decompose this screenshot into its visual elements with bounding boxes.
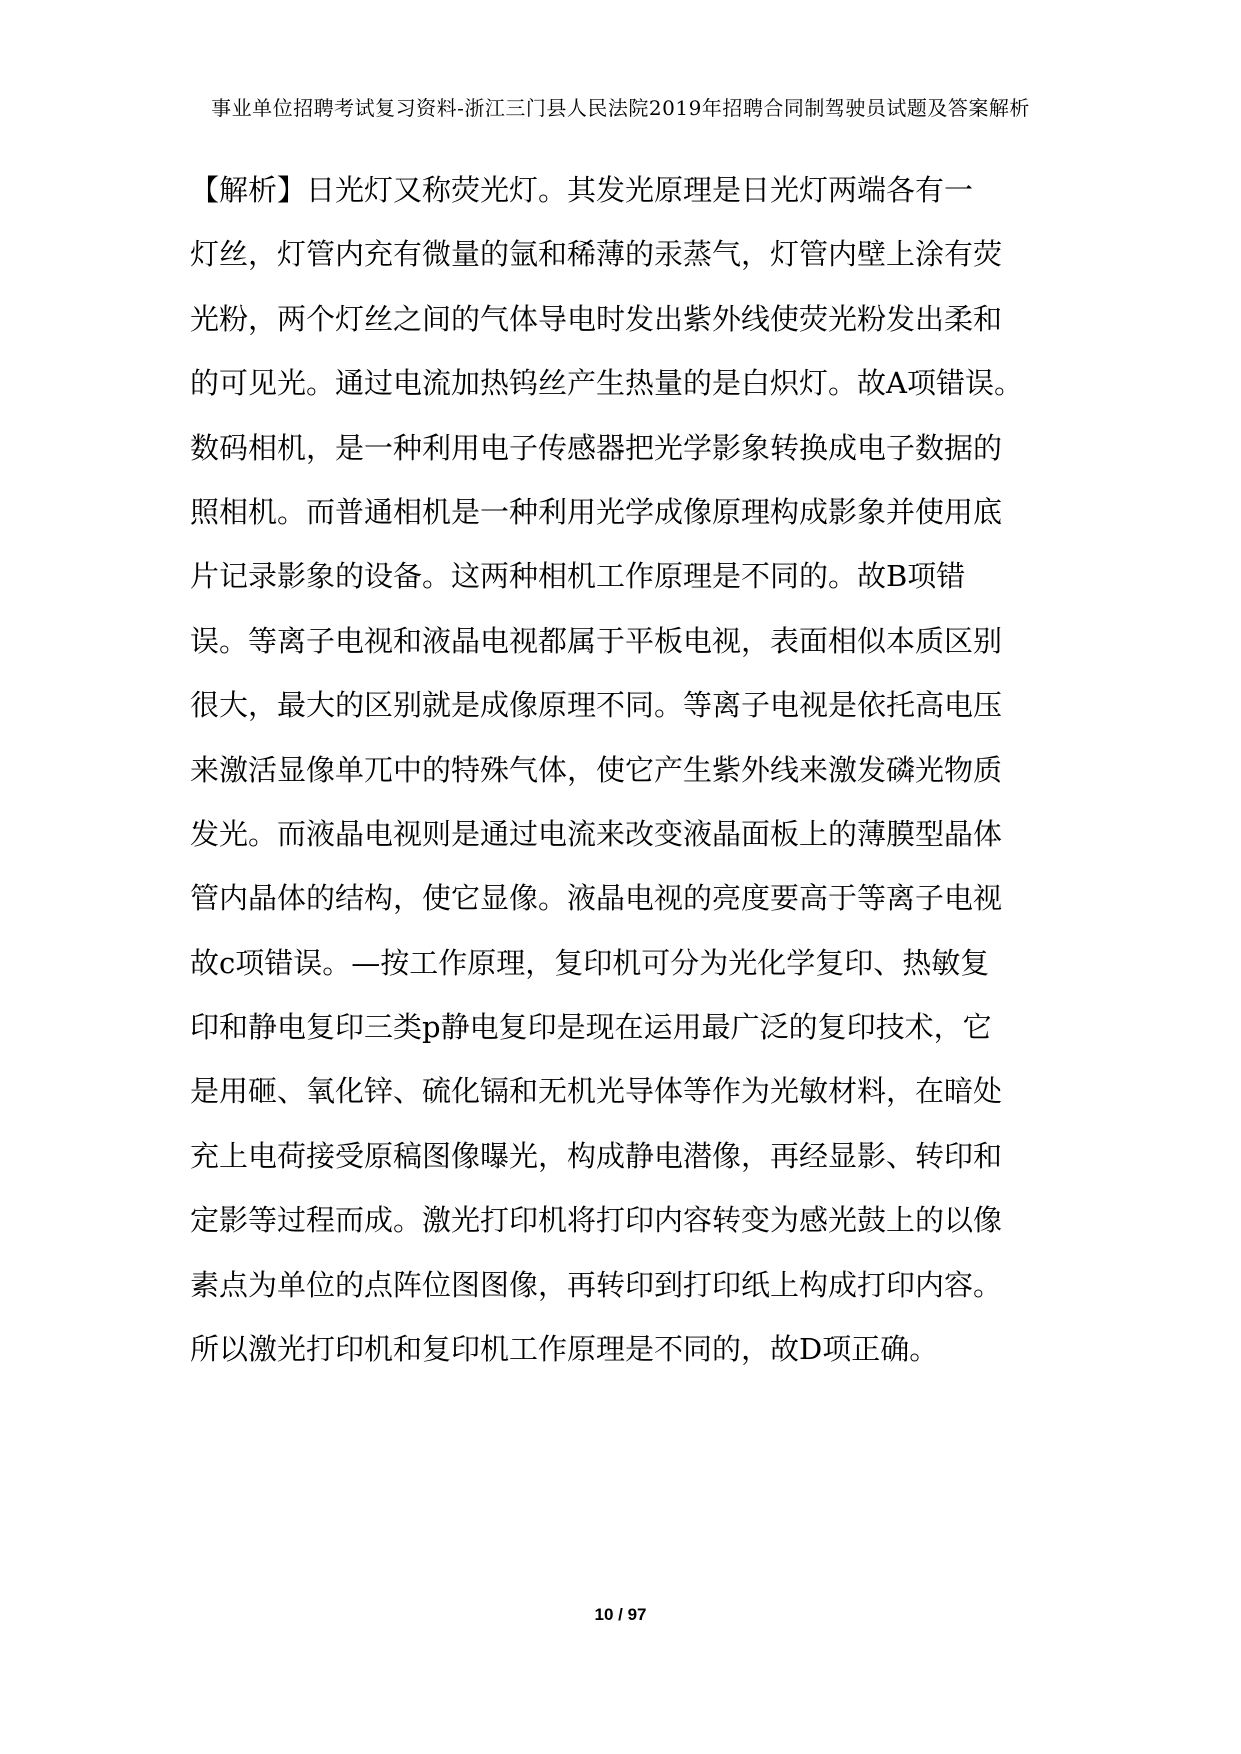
analysis-body (190, 158, 1056, 1381)
text-line: 照相机。而普通相机是一种利用光学成像原理构成影象并使用底 (190, 494, 1003, 529)
text-line: 定影等过程而成。激光打印机将打印内容转变为感光鼓上的以像 (190, 1203, 1003, 1238)
text-line: 片记录影象的设备。这两种相机工作原理是不同的。故B项错 (190, 559, 966, 594)
text-line: 数码相机，是一种利用电子传感器把光学影象转换成电子数据的 (190, 430, 1003, 465)
text-line: 发光。而液晶电视则是通过电流来改变液晶面板上的薄膜型晶体 (190, 816, 1003, 851)
text-line: 素点为单位的点阵位图图像，再转印到打印纸上构成打印内容。 (190, 1267, 1003, 1302)
text-line: 管内晶体的结构，使它显像。液晶电视的亮度要高于等离子电视 (190, 881, 1003, 916)
text-line: 的可见光。通过电流加热钨丝产生热量的是白炽灯。故A项错误。 (190, 366, 1023, 401)
text-line: 很大，最大的区别就是成像原理不同。等离子电视是依托高电压 (190, 688, 1003, 723)
page-header: 事业单位招聘考试复习资料-浙江三门县人民法院2019年招聘合同制驾驶员试题及答案解析 (211, 96, 1030, 120)
text-line: 【解析】日光灯又称荧光灯。其发光原理是日光灯两端各有一 (190, 173, 974, 207)
text-line: 来激活显像单兀中的特殊气体，使它产生紫外线来激发磷光物质 (190, 752, 1003, 787)
text-line: 光粉，两个灯丝之间的气体导电时发出紫外线使荧光粉发出柔和 (190, 301, 1003, 336)
text-line: 所以激光打印机和复印机工作原理是不同的，故D项正确。 (190, 1332, 939, 1367)
text-line: 误。等离子电视和液晶电视都属于平板电视，表面相似本质区别 (190, 623, 1003, 658)
text-line: 是用砸、氧化锌、硫化镉和无机光导体等作为光敏材料，在暗处 (190, 1074, 1003, 1109)
text-line: 故c项错误。—按工作原理，复印机可分为光化学复印、热敏复 (190, 945, 990, 980)
text-line: 灯丝，灯管内充有微量的氩和稀薄的汞蒸气，灯管内壁上涂有荧 (190, 237, 1003, 272)
text-line: 充上电荷接受原稿图像曝光，构成静电潜像，再经显影、转印和 (190, 1138, 1003, 1173)
page-number: 10 / 97 (594, 1605, 647, 1624)
text-line: 印和静电复印三类p静电复印是现在运用最广泛的复印技术，它 (190, 1010, 992, 1045)
